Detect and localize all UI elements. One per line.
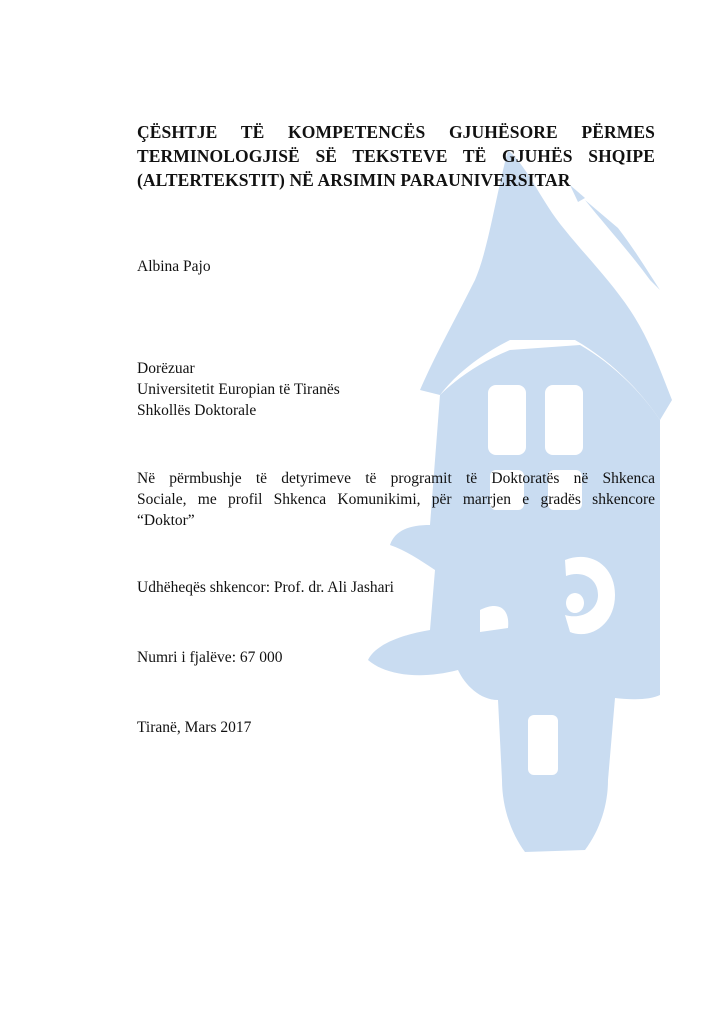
university-name: Universitetit Europian të Tiranës xyxy=(137,381,340,398)
school-name: Shkollës Doktorale xyxy=(137,402,257,419)
purpose-line: Sociale, me profil Shkenca Komunikimi, për marrjen e gradës shkencore xyxy=(137,491,655,508)
submitted-label: Dorëzuar xyxy=(137,360,195,377)
place-date: Tiranë, Mars 2017 xyxy=(137,719,252,736)
title-line: (ALTERTEKSTIT) NË ARSIMIN PARAUNIVERSITAR xyxy=(137,170,571,190)
purpose-statement xyxy=(137,468,655,531)
title-line: TERMINOLOGJISË SË TEKSTEVE TË GJUHËS SHQIPE xyxy=(137,146,655,166)
author-name: Albina Pajo xyxy=(137,258,211,275)
title-line: ÇËSHTJE TË KOMPETENCËS GJUHËSORE PËRMES xyxy=(137,122,655,142)
supervisor-line: Udhëheqës shkencor: Prof. dr. Ali Jashari xyxy=(137,579,394,596)
purpose-line: “Doktor” xyxy=(137,512,195,529)
purpose-line: Në përmbushje të detyrimeve të programit të Doktoratës në Shkenca xyxy=(137,470,655,487)
document-title xyxy=(137,120,655,192)
word-count: Numri i fjalëve: 67 000 xyxy=(137,649,283,666)
